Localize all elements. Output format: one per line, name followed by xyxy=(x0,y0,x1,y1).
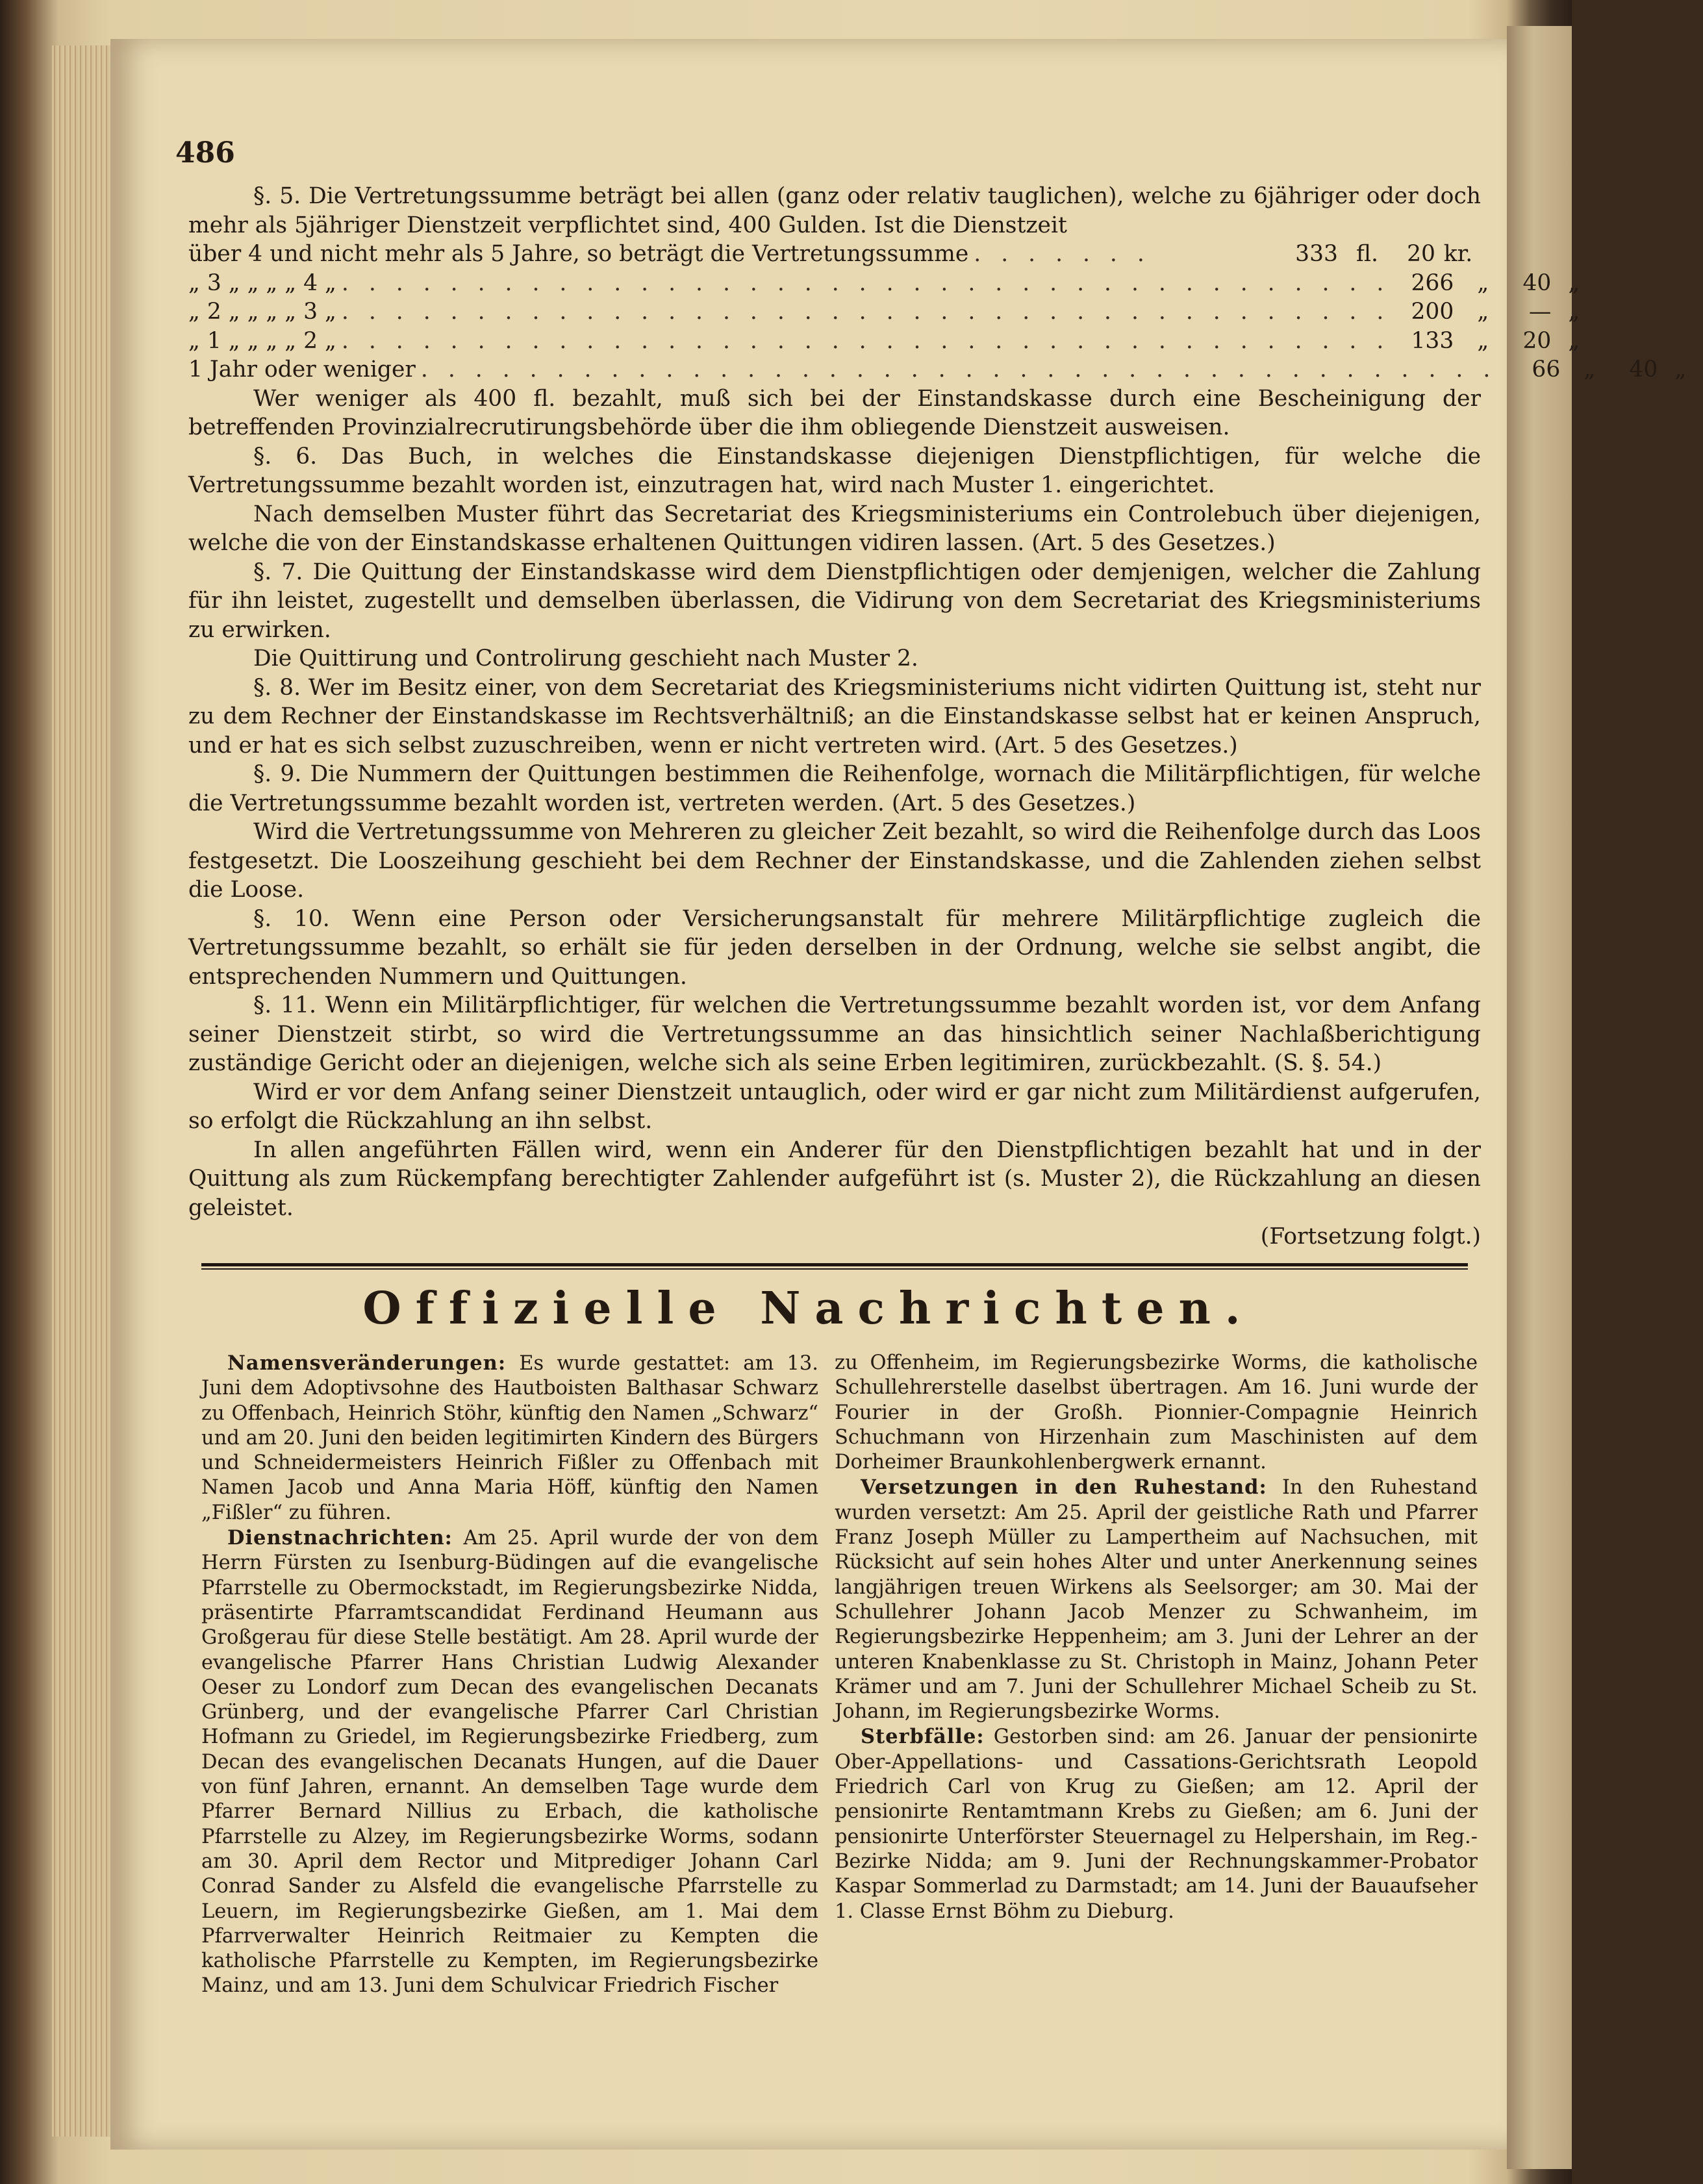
unit-gulden: fl. xyxy=(1356,241,1378,267)
unit-kreuzer: „ xyxy=(1568,327,1580,354)
amount-gulden: 133 xyxy=(1411,327,1454,354)
leader-dots: . . . . . . . . . . . . . . . . . . . . . . . . . . . . . . . . . . . . . . . xyxy=(341,270,1391,296)
row-label: 1 Jahr oder weniger xyxy=(188,357,416,383)
name-changes-paragraph xyxy=(201,1351,818,1525)
section-divider xyxy=(201,1263,1468,1270)
book-page xyxy=(110,39,1687,2150)
amount-gulden: 266 xyxy=(1411,270,1454,296)
unit-gulden: „ xyxy=(1477,299,1489,325)
amount-kreuzer: — xyxy=(1528,299,1552,325)
unit-kreuzer: „ xyxy=(1568,270,1580,296)
table-row xyxy=(188,327,1580,356)
amount-kreuzer: 20 xyxy=(1522,327,1552,354)
service-news-heading: Dienstnachrichten: xyxy=(227,1526,453,1550)
paragraph-8: §. 8. Wer im Besitz einer, von dem Secretariat des Kriegsministeriums nicht vidirten Quittung ist, steht nur zu dem Rechner der Einstandskasse im Rechtsverhältniß; an die Einstandskasse selbst hat er keinen Anspruch, und er hat es sich selbst zuzuschreiben, wenn er nicht vertreten wird. (Art. 5 des Gesetzes.) xyxy=(188,674,1481,759)
retirements-heading: Versetzungen in den Ruhestand: xyxy=(861,1475,1267,1500)
paragraph-7-note: Die Quittirung und Controlirung geschieht nach Muster 2. xyxy=(253,646,918,672)
continued-note: (Fortsetzung folgt.) xyxy=(1260,1224,1481,1249)
leader-dots: . . . . . . . . . . . . . . . . . . . . . . . . . . . . . . . . . . . . . . . xyxy=(341,327,1391,354)
service-news-text: Am 25. April wurde der von dem Herrn Fürsten zu Isenburg-Büdingen auf die evangelische Pfarrstelle zu Obermockstadt, im Regierungsbezirke Nidda, präsentirte Pfarramtscandidat Ferdinand Heumann aus Großgerau für diese Stelle bestätigt. Am 28. April wurde der evangelische Pfarrer Hans Christian Ludwig Alexander Oeser zu Londorf zum Decan des evangelischen Decanats Grünberg, und der evangelische Pfarrer Carl Christian Hofmann zu Griedel, im Regierungsbezirke Friedberg, zum Decan des evangelischen Decanats Hungen, auf die Dauer von fünf Jahren, ernannt. An demselben Tage wurde dem Pfarrer Bernard Nillius zu Erbach, die katholische Pfarrstelle zu Alzey, im Regierungsbezirke Worms, sodann am 30. April dem Rector und Mitprediger Johann Carl Conrad Sander zu Alsfeld die evangelische Pfarrstelle zu Leuern, im Regierungsbezirke Gießen, am 1. Mai dem Pfarrverwalter Heinrich Reitmaier zu Kempten die katholische Pfarrstelle zu Kempten, im Regierungsbezirke Mainz, und am 13. Juni dem Schulvicar Friedrich Fischer xyxy=(201,1527,818,1998)
page-number: 486 xyxy=(175,136,235,169)
unit-gulden: „ xyxy=(1477,270,1489,296)
retirements-text: In den Ruhestand wurden versetzt: Am 25. April der geistliche Rath und Pfarrer Franz Joseph Müller zu Lampertheim auf Nachsuchen, mit Rücksicht auf sein hohes Alter und unter Anerkennung seines langjährigen treuen Wirkens als Seelsorger; am 30. Mai der Schullehrer Johann Jacob Menzer zu Schwanheim, im Regierungsbezirke Heppenheim; am 3. Juni der Lehrer an der unteren Knabenklasse zu St. Christoph in Mainz, Johann Peter Krämer und am 7. Juni der Schullehrer Michael Scheib zu St. Johann, im Regierungsbezirke Worms. xyxy=(835,1476,1478,1724)
name-changes-text: Es wurde gestattet: am 13. Juni dem Adoptivsohne des Hautboisten Balthasar Schwarz zu Offenbach, Heinrich Stöhr, künftig den Namen „Schwarz“ und am 20. Juni den beiden legitimirten Kindern des Bürgers und Schneidermeisters Heinrich Fißler zu Offenbach mit Namen Jacob und Anna Maria Höff, künftig den Namen „Fißler“ zu führen. xyxy=(201,1352,818,1524)
section-heading: Offizielle Nachrichten. xyxy=(362,1283,1255,1335)
paragraph-9: §. 9. Die Nummern der Quittungen bestimmen die Reihenfolge, wornach die Militärpflichtigen, für welche die Vertretungssumme bezahlt worden ist, vertreten werden. (Art. 5 des Gesetzes.) xyxy=(188,761,1481,816)
regulation-text xyxy=(188,182,1687,1251)
paragraph-6-note: Nach demselben Muster führt das Secretariat des Kriegsministeriums ein Controlebuch über diejenigen, welche die von der Einstandskasse erhaltenen Quittungen vidiren lassen. (Art. 5 des Gesetzes.) xyxy=(188,501,1481,556)
right-column xyxy=(835,1351,1478,1924)
deaths-heading: Sterbfälle: xyxy=(861,1725,985,1749)
paragraph-10: §. 10. Wenn eine Person oder Versicherungsanstalt für mehrere Militärpflichtige zugleich die Vertretungssumme bezahlt, so erhält sie für jeden derselben in der Ordnung, welche sie selbst angibt, die entsprechenden Nummern und Quittungen. xyxy=(188,905,1481,990)
deaths-text: Gestorben sind: am 26. Januar der pensionirte Ober-Appellations- und Cassations-Gerichtsrath Leopold Friedrich Carl von Krug zu Gießen; am 12. April der pensionirte Rentamtmann Krebs zu Gießen; am 6. Juni der pensionirte Unterförster Steuernagel zu Helpershain, im Reg.-Bezirke Nidda; am 9. Juni der Rechnungskammer-Probator Kaspar Sommerlad zu Darmstadt; am 14. Juni der Bauaufseher 1. Classe Ernst Böhm zu Dieburg. xyxy=(835,1726,1478,1923)
unit-kreuzer: „ xyxy=(1568,299,1580,325)
table-row xyxy=(188,355,1687,384)
unit-kreuzer: kr. xyxy=(1443,241,1473,267)
row-label: „ 2 „ „ „ „ 3 „ xyxy=(188,299,336,325)
unit-kreuzer: „ xyxy=(1674,357,1687,383)
deaths-paragraph xyxy=(835,1724,1478,1924)
service-time-table xyxy=(188,240,1687,384)
row-label: über 4 und nicht mehr als 5 Jahre, so beträgt die Vertretungssumme xyxy=(188,241,969,267)
paragraph-11: §. 11. Wenn ein Militärpflichtiger, für welchen die Vertretungssumme bezahlt worden ist, vor dem Anfang seiner Dienstzeit stirbt, so wird die Vertretungssumme an das hinsichtlich seiner Nachlaßberichtigung zuständige Gericht oder an diejenigen, welche sich als seine Erben legitimiren, zurückbezahlt. (S. §. 54.) xyxy=(188,992,1481,1076)
unit-gulden: „ xyxy=(1583,357,1596,383)
amount-gulden: 333 xyxy=(1295,241,1338,267)
unit-gulden: „ xyxy=(1477,327,1489,354)
leader-dots: . . . . . . . xyxy=(974,241,1151,267)
row-label: „ 1 „ „ „ „ 2 „ xyxy=(188,327,336,354)
table-row xyxy=(188,297,1580,327)
leader-dots: . . . . . . . . . . . . . . . . . . . . . . . . . . . . . . . . . . . . . . . . xyxy=(420,357,1497,383)
retirements-paragraph xyxy=(835,1475,1478,1724)
paragraph-7: §. 7. Die Quittung der Einstandskasse wird dem Dienstpflichtigen oder demjenigen, welcher die Zahlung für ihn leistet, zugestellt und demselben überlassen, die Vidirung von dem Secretariat des Kriegsministeriums zu erwirken. xyxy=(188,559,1481,643)
paragraph-9-note: Wird die Vertretungssumme von Mehreren zu gleicher Zeit bezahlt, so wird die Reihenfolge durch das Loos festgesetzt. Die Looszeihung geschieht bei dem Rechner der Einstandskasse, und die Zahlenden ziehen selbst die Loose. xyxy=(188,819,1481,903)
amount-kreuzer: 20 xyxy=(1407,241,1435,267)
name-changes-heading: Namensveränderungen: xyxy=(227,1351,507,1375)
page-edges-left xyxy=(52,45,110,2137)
paragraph-5-note: Wer weniger als 400 fl. bezahlt, muß sich bei der Einstandskasse durch eine Bescheinigung der betreffenden Provinzialrecrutirungsbehörde über die ihm obliegende Dienstzeit ausweisen. xyxy=(188,385,1481,440)
amount-gulden: 200 xyxy=(1411,299,1454,325)
paragraph-5: §. 5. Die Vertretungssumme beträgt bei allen (ganz oder relativ tauglichen), welche zu 6jähriger oder doch mehr als 5jähriger Dienstzeit verpflichtet sind, 400 Gulden. Ist die Dienstzeit xyxy=(188,183,1481,238)
row-label: „ 3 „ „ „ „ 4 „ xyxy=(188,270,336,296)
paragraph-6: §. 6. Das Buch, in welches die Einstandskasse diejenigen Dienstpflichtigen, für welche die Vertretungssumme bezahlt worden ist, einzutragen hat, wird nach Muster 1. eingerichtet. xyxy=(188,443,1481,498)
amount-kreuzer: 40 xyxy=(1629,357,1658,383)
table-row xyxy=(188,240,1481,269)
table-row xyxy=(188,269,1580,298)
service-news-continuation: zu Offenheim, im Regierungsbezirke Worms, die katholische Schullehrerstelle daselbst übertragen. Am 16. Juni wurde der Fourier in der Großh. Pionnier-Compagnie Heinrich Schuchmann von Hirzenhain zum Maschinisten auf dem Dorheimer Braunkohlenbergwerk ernannt. xyxy=(835,1351,1478,1474)
service-news-paragraph xyxy=(201,1525,818,1999)
paragraph-11-final: In allen angeführten Fällen wird, wenn ein Anderer für den Dienstpflichtigen bezahlt hat und in der Quittung als zum Rückempfang berechtigter Zahlender aufgeführt ist (s. Muster 2), die Rückzahlung an diesen geleistet. xyxy=(188,1136,1481,1221)
left-column xyxy=(201,1351,818,1999)
amount-kreuzer: 40 xyxy=(1522,270,1552,296)
amount-gulden: 66 xyxy=(1532,357,1561,383)
paragraph-11-note: Wird er vor dem Anfang seiner Dienstzeit untauglich, oder wird er gar nicht zum Militärdienst aufgerufen, so erfolgt die Rückzahlung an ihn selbst. xyxy=(188,1079,1481,1134)
leader-dots: . . . . . . . . . . . . . . . . . . . . . . . . . . . . . . . . . . . . . . . xyxy=(341,299,1391,325)
